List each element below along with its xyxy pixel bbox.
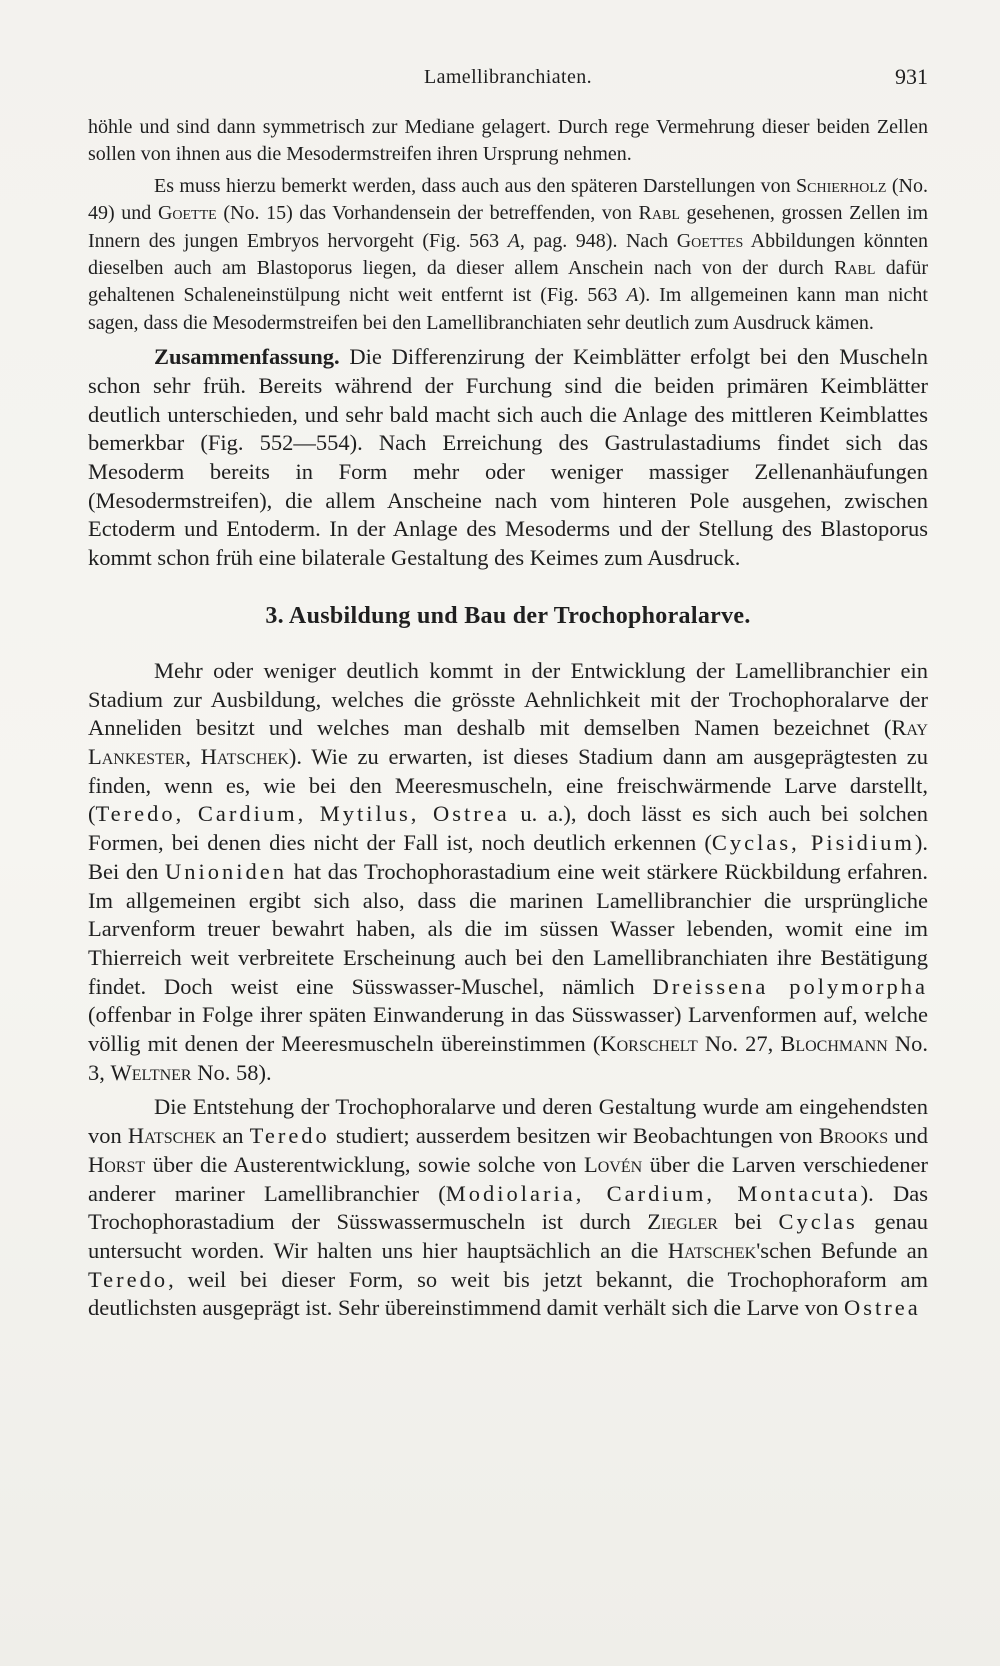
text-run: bei (717, 1209, 779, 1235)
genus-names: Cyclas, Pisidium (711, 830, 915, 856)
genus-names: Modiolaria, Cardium, Montacuta (445, 1180, 861, 1206)
text-run: studiert; ausserdem besitzen wir Beobachtungen von (329, 1123, 819, 1149)
text-run: ). Das Trochophorastadium der Süsswassermuscheln ist durch (88, 1180, 928, 1235)
figure-letter: A (507, 229, 520, 252)
author-name: Goette (157, 202, 217, 225)
text-run: dafür gehaltenen Schaleneinstülpung nicht weit entfernt ist (Fig. 563 (88, 257, 928, 307)
text-run: über die Austerentwicklung, sowie solche von (145, 1151, 584, 1177)
text-run: ). Bei den (88, 830, 928, 884)
genus-names: Teredo (249, 1123, 330, 1149)
text-run: über die Larven verschiedener anderer mariner Lamellibranchier ( (88, 1151, 928, 1206)
text-run: gesehenen, grossen Zellen im Innern des jungen Embryos hervorgeht (Fig. 563 (88, 202, 929, 252)
genus-names: Teredo, Cardium, Mytilus, Ostrea (95, 801, 510, 827)
author-name: Hatschek (667, 1237, 757, 1263)
figure-letter: A (626, 284, 639, 307)
paragraph-mesoderm-remark (88, 173, 928, 337)
author-name: Lovén (583, 1151, 643, 1177)
author-name: Hatschek (127, 1123, 217, 1149)
text-run: , pag. 948). Nach (519, 229, 677, 252)
author-name: Ziegler (647, 1209, 718, 1235)
text-run: No. 58). (191, 1059, 272, 1085)
summary-run-in-heading: Zusammenfassung. (154, 344, 340, 370)
text-run: ). Im allgemeinen kann man nicht sagen, dass die Mesodermstreifen bei den Lamellibranchiaten sehr deutlich zum Ausdruck kämen. (88, 284, 928, 334)
text-run: 'schen Befunde an (756, 1237, 928, 1263)
text-run: (No. 15) das Vorhandensein der betreffenden, von (216, 202, 639, 225)
author-name: Rabl (638, 202, 680, 225)
text-run: No. 3, (88, 1031, 929, 1085)
running-title: Lamellibranchiaten. (423, 66, 593, 88)
author-name: Horst (88, 1151, 146, 1177)
author-name: Goettes (676, 229, 744, 252)
author-name: Schierholz (796, 174, 887, 197)
text-run: Die Differenzirung der Keimblätter erfolgt bei den Muscheln schon sehr früh. Bereits während der Furchung sind die beiden primären Keimblätter deutlich unterschieden, und sehr bald macht sich auch die Anlage des mittleren Keimblattes bemerkbar (Fig. 552—554). Nach Erreichung des Gastrulastadiums findet sich das Mesoderm bereits in Form mehr oder weniger massiger Zellenanhäufungen (Mesodermstreifen), die allem Anscheine nach vom hinteren Pole ausgehen, zwischen Ectoderm und Entoderm. In der Anlage des Mesoderms und der Stellung des Blastoporus kommt schon früh eine bilaterale Gestaltung des Keimes zum Ausdruck. (88, 344, 928, 571)
genus-names: Teredo (88, 1266, 169, 1292)
running-header (88, 60, 928, 96)
genus-names: Cyclas (778, 1209, 858, 1235)
section-heading: 3. Ausbildung und Bau der Trochophoralarve. (265, 602, 751, 629)
text-run: Die Entstehung der Trochophoralarve und deren Gestaltung wurde am eingehendsten von (88, 1094, 928, 1149)
paragraph-trochophora-origin (88, 1093, 928, 1323)
text-run: Mehr oder weniger deutlich kommt in der Entwicklung der Lamellibranchier ein Stadium zur Ausbildung, welches die grösste Aehnlichkeit mit der Trochophoralarve der Anneliden besitzt und welches man deshalb mit demselben Namen bezeichnet ( (88, 657, 928, 741)
genus-names: Dreissena polymorpha (652, 973, 928, 999)
page-number: 931 (895, 64, 928, 89)
text-run: , weil bei dieser Form, so weit bis jetzt bekannt, die Trochophoraform am deutlichsten ausgeprägt ist. Sehr übereinstimmend damit verhält sich die Larve von (88, 1266, 928, 1321)
text-run: u. a.), doch lässt es sich auch bei solchen Formen, bei denen dies nicht der Fall ist, noch deutlich erkennen ( (88, 801, 928, 856)
text-run: ). Wie zu erwarten, ist dieses Stadium dann am ausgeprägtesten zu finden, wenn es, wie bei den Meeresmuscheln, eine freischwärmende Larve darstellt, ( (88, 743, 928, 827)
text-run: , (185, 743, 201, 769)
text-run: an (216, 1123, 250, 1149)
author-name: Korschelt (600, 1031, 698, 1057)
author-name: Rabl (834, 257, 876, 280)
page-body (88, 114, 928, 1323)
text-run: genau untersucht worden. Wir halten uns hier hauptsächlich an die (88, 1209, 928, 1263)
author-name: Blochmann (780, 1031, 888, 1057)
text-run: (No. 49) und (88, 174, 929, 225)
text-run: Abbildungen könnten dieselben auch am Blastoporus liegen, da dieser allem Anschein nach von der durch (88, 229, 929, 280)
author-name: Weltner (110, 1059, 192, 1085)
author-name: Ray Lankester (88, 715, 928, 769)
genus-names: Ostrea (844, 1295, 921, 1321)
text-run: No. 27, (697, 1031, 781, 1057)
text-run: Es muss hierzu bemerkt werden, dass auch aus den späteren Darstellungen von (154, 174, 797, 197)
paragraph-summary (88, 343, 928, 573)
text-run: hat das Trochophorastadium eine weit stärkere Rückbildung erfahren. Im allgemeinen ergibt sich also, dass die marinen Lamellibranchier die ursprüngliche Larvenform treuer bewahrt haben, als die im süssen Wasser lebenden, womit eine im Thierreich weit verbreitete Erscheinung auch bei den Lamellibranchiaten ihre Bestätigung findet. Doch weist eine Süsswasser-Muschel, nämlich (88, 858, 928, 999)
paragraph-continuation (88, 114, 928, 169)
author-name: Brooks (818, 1123, 889, 1149)
paragraph-trochophora-intro (88, 657, 928, 1088)
paragraph-text: höhle und sind dann symmetrisch zur Mediane gelagert. Durch rege Vermehrung dieser beiden Zellen sollen von ihnen aus die Mesodermstreifen ihren Ursprung nehmen. (88, 116, 928, 166)
text-run: (offenbar in Folge ihrer späten Einwanderung in das Süsswasser) Larvenformen auf, welche völlig mit denen der Meeresmuscheln übereinstimmen ( (88, 1002, 928, 1057)
genus-names: Unioniden (165, 858, 287, 884)
text-run: und (888, 1123, 929, 1149)
author-name: Hatschek (200, 743, 289, 769)
